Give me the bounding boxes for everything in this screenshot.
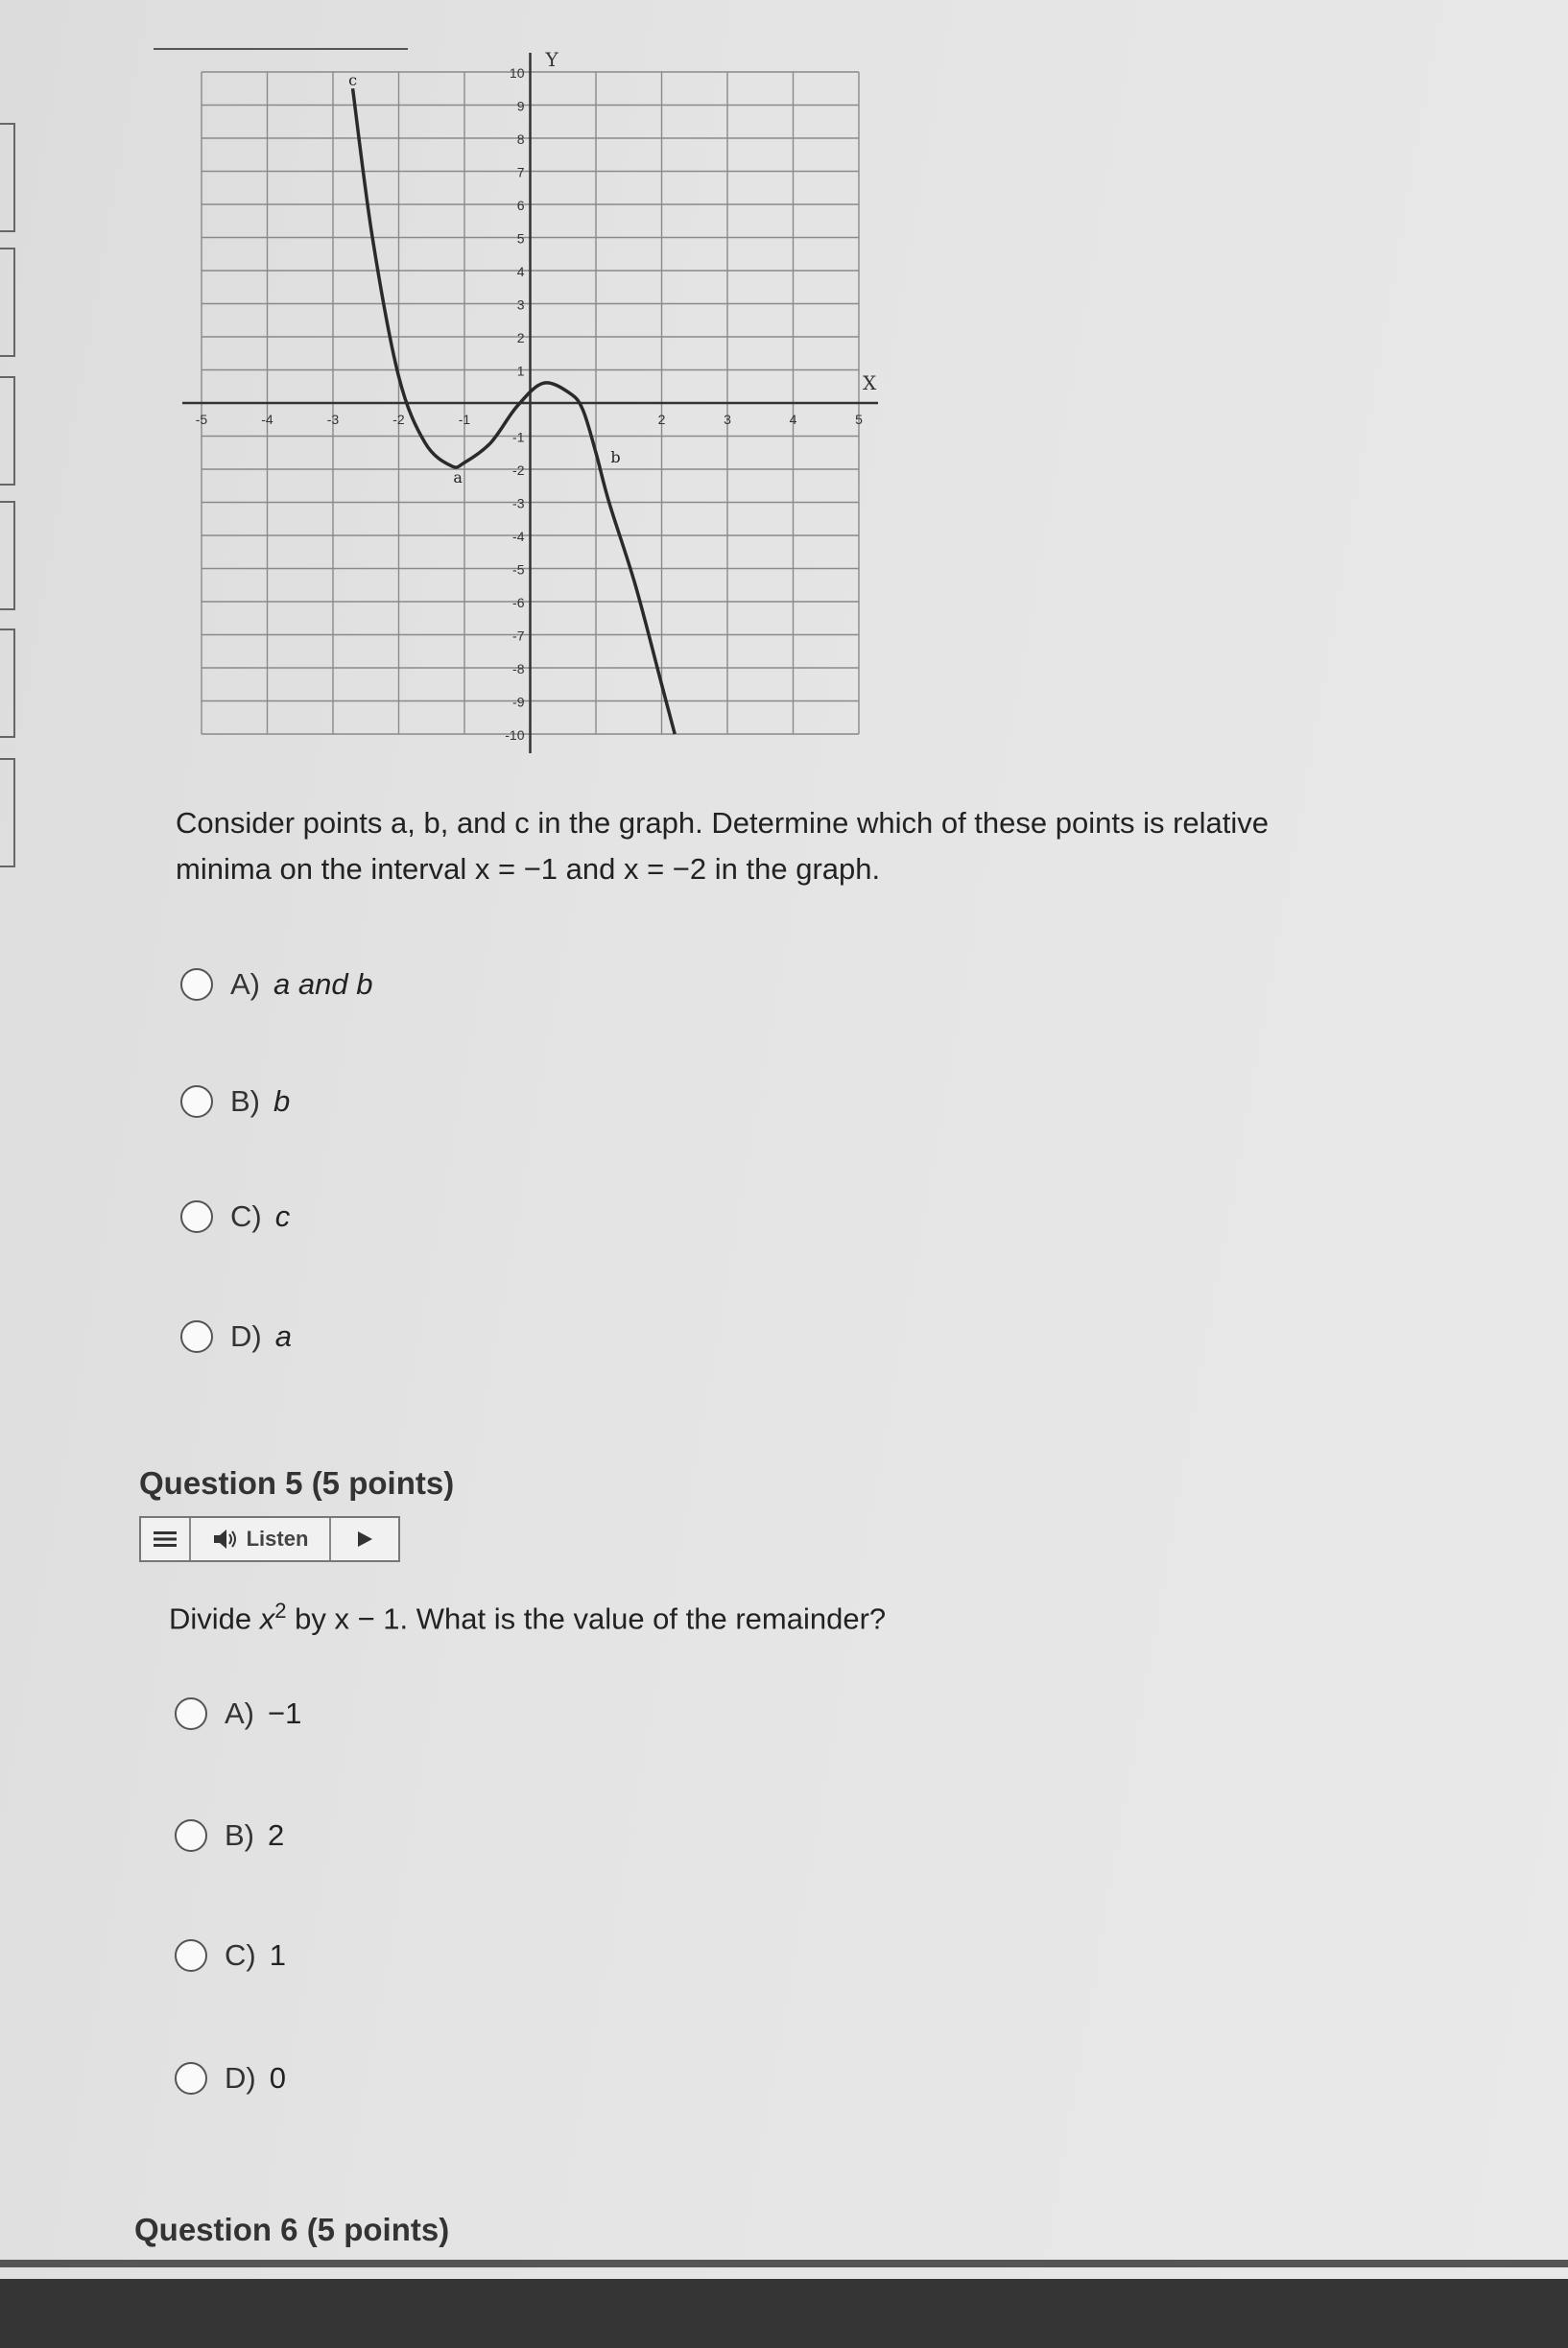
q5-option-b[interactable] bbox=[175, 1818, 284, 1853]
point-label-a: a bbox=[453, 467, 463, 486]
y-tick-label: 2 bbox=[516, 330, 525, 345]
point-label-b: b bbox=[610, 448, 621, 467]
q5-option-c[interactable] bbox=[175, 1938, 286, 1973]
question-5-text-before: Divide bbox=[169, 1601, 260, 1636]
x-tick-label: 5 bbox=[855, 412, 863, 427]
x-tick-label: -2 bbox=[392, 412, 405, 427]
y-tick-label: -5 bbox=[512, 561, 525, 578]
option-value: 0 bbox=[269, 2061, 286, 2095]
edge-tab bbox=[0, 758, 15, 867]
q5-option-a[interactable] bbox=[175, 1696, 301, 1731]
listen-toolbar bbox=[139, 1516, 400, 1562]
y-tick-label: -3 bbox=[512, 495, 525, 511]
option-letter: C) bbox=[225, 1938, 256, 1972]
radio-button[interactable] bbox=[175, 1819, 207, 1852]
listen-label: Listen bbox=[246, 1527, 309, 1551]
y-tick-label: -1 bbox=[512, 429, 525, 445]
option-value: a and b bbox=[273, 967, 373, 1001]
x-tick-label: 2 bbox=[657, 412, 666, 427]
menu-icon bbox=[153, 1530, 178, 1549]
radio-button[interactable] bbox=[175, 2062, 207, 2095]
menu-button[interactable] bbox=[141, 1518, 191, 1560]
listen-button[interactable] bbox=[191, 1518, 331, 1560]
y-axis-label: Y bbox=[545, 48, 558, 71]
x-axis-label: X bbox=[863, 371, 877, 394]
option-letter: B) bbox=[225, 1818, 254, 1852]
q4-option-a[interactable] bbox=[180, 967, 372, 1002]
question-4-line-2: minima on the interval x = −1 and x = −2 in the graph. bbox=[176, 852, 881, 887]
q4-option-b[interactable] bbox=[180, 1084, 290, 1119]
radio-button[interactable] bbox=[180, 1200, 213, 1233]
x-tick-label: -5 bbox=[195, 412, 208, 427]
x-tick-label: -1 bbox=[458, 412, 471, 427]
screen-bezel bbox=[0, 2279, 1568, 2348]
option-letter: C) bbox=[230, 1199, 262, 1233]
y-tick-label: -7 bbox=[512, 628, 525, 644]
option-letter: B) bbox=[230, 1084, 260, 1118]
edge-tab bbox=[0, 501, 15, 610]
edge-tab bbox=[0, 629, 15, 738]
question-5-header: Question 5 (5 points) bbox=[139, 1465, 455, 1501]
option-value: −1 bbox=[268, 1696, 302, 1730]
play-icon bbox=[355, 1530, 374, 1549]
y-tick-label: 9 bbox=[516, 98, 525, 114]
point-label-c: c bbox=[348, 70, 358, 89]
y-tick-label: -8 bbox=[512, 661, 525, 676]
question-5-exponent: 2 bbox=[274, 1599, 287, 1623]
option-value: b bbox=[273, 1084, 291, 1118]
option-value: 1 bbox=[269, 1938, 286, 1972]
q4-option-c[interactable] bbox=[180, 1199, 290, 1234]
y-tick-label: 3 bbox=[516, 296, 525, 313]
radio-button[interactable] bbox=[175, 1939, 207, 1972]
y-tick-label: 7 bbox=[516, 164, 525, 180]
option-value: c bbox=[274, 1199, 291, 1233]
question-5-variable: x bbox=[259, 1601, 275, 1636]
question-4-line-1: Consider points a, b, and c in the graph. Determine which of these points is relative bbox=[176, 806, 1270, 840]
option-letter: A) bbox=[230, 967, 260, 1001]
y-tick-label: -9 bbox=[512, 694, 525, 710]
divider bbox=[0, 2260, 1568, 2267]
y-tick-label: 6 bbox=[516, 198, 525, 213]
y-tick-label: 4 bbox=[516, 264, 525, 279]
speaker-icon bbox=[212, 1529, 239, 1550]
question-4-text bbox=[176, 804, 1269, 889]
y-tick-label: -10 bbox=[505, 727, 525, 743]
question-5-text-after: by x − 1. What is the value of the remainder? bbox=[286, 1601, 887, 1636]
option-value: a bbox=[274, 1319, 292, 1353]
x-tick-label: -3 bbox=[326, 412, 340, 427]
y-tick-label: -4 bbox=[512, 529, 525, 544]
x-tick-label: 3 bbox=[724, 412, 731, 427]
option-letter: D) bbox=[230, 1319, 262, 1353]
radio-button[interactable] bbox=[180, 968, 213, 1001]
edge-tab bbox=[0, 123, 15, 232]
q4-option-d[interactable] bbox=[180, 1319, 292, 1354]
y-tick-label: 10 bbox=[509, 65, 525, 81]
radio-button[interactable] bbox=[180, 1320, 213, 1353]
edge-tab bbox=[0, 376, 15, 486]
option-value: 2 bbox=[268, 1818, 285, 1852]
radio-button[interactable] bbox=[180, 1085, 213, 1118]
radio-button[interactable] bbox=[175, 1697, 207, 1730]
x-tick-label: -4 bbox=[261, 412, 273, 427]
option-letter: A) bbox=[225, 1696, 254, 1730]
q5-option-d[interactable] bbox=[175, 2061, 286, 2096]
function-graph bbox=[144, 48, 892, 777]
edge-tab bbox=[0, 248, 15, 357]
play-button[interactable] bbox=[331, 1518, 398, 1560]
question-6-header: Question 6 (5 points) bbox=[134, 2212, 450, 2247]
y-tick-label: -2 bbox=[512, 462, 525, 478]
y-tick-label: 1 bbox=[516, 363, 525, 379]
y-tick-label: 8 bbox=[516, 131, 525, 147]
x-tick-label: 4 bbox=[789, 412, 797, 427]
y-tick-label: 5 bbox=[516, 230, 525, 247]
y-tick-label: -6 bbox=[512, 595, 525, 610]
question-5-text bbox=[169, 1598, 886, 1639]
option-letter: D) bbox=[225, 2061, 256, 2095]
